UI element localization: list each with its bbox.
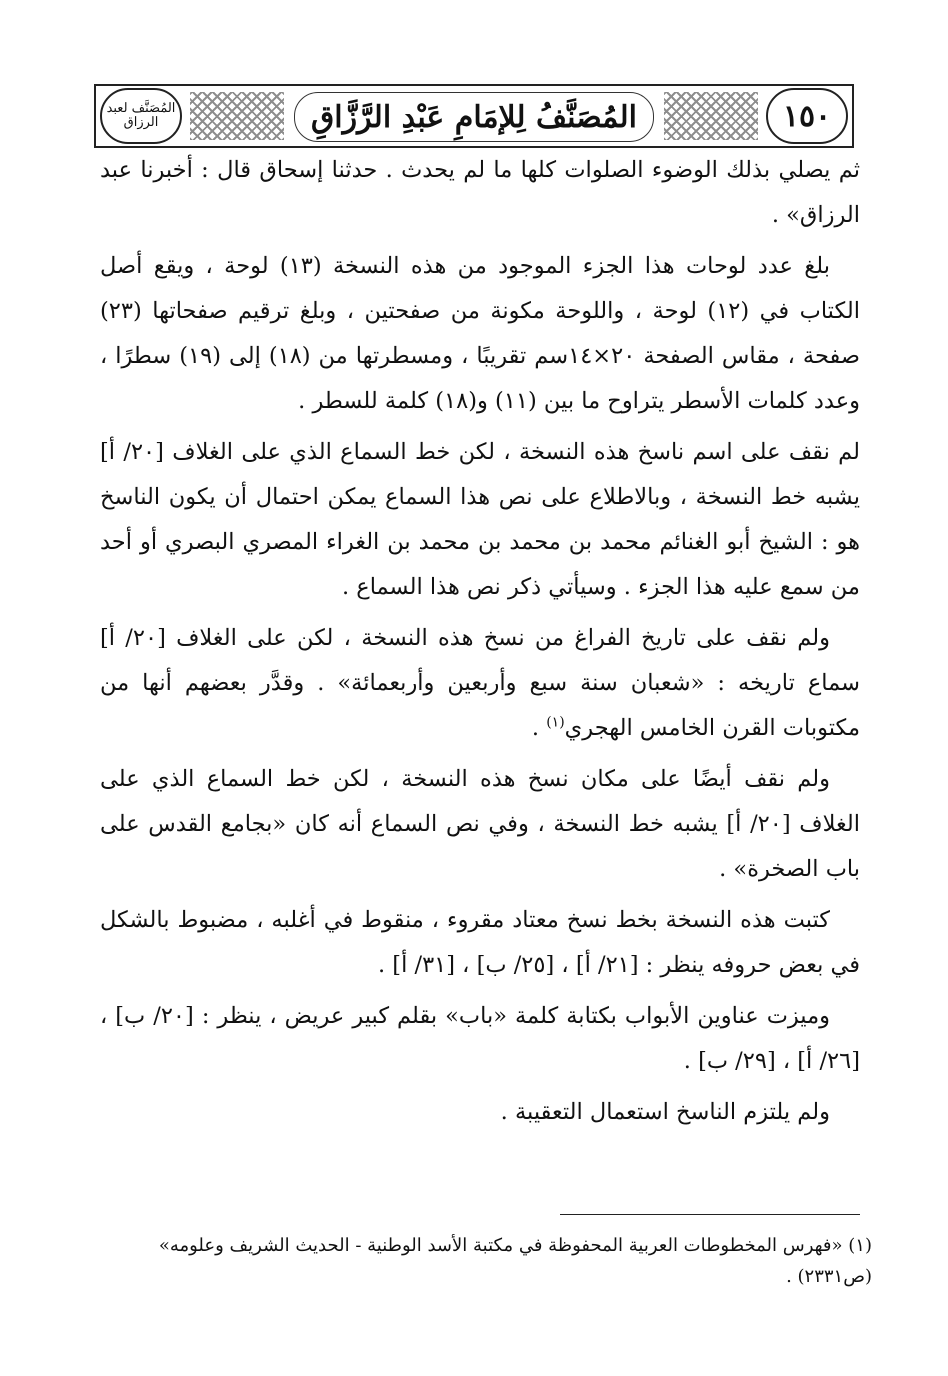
paragraph-chapter-headings	[100, 994, 860, 1084]
footnote-item: (١) «فهرس المخطوطات العربية المحفوظة في مكتبة الأسد الوطنية - الحديث الشريف وعلومه» (ص٢٣٣١) .	[158, 1235, 872, 1287]
paragraph-text: ولم نقف أيضًا على مكان نسخ هذه النسخة ، لكن خط السماع الذي على الغلاف [٢٠/ أ] يشبه خط النسخة ، وفي نص السماع أنه كان «بجامع القدس على باب الصخرة» .	[100, 766, 860, 882]
footnotes	[100, 1230, 872, 1292]
paragraph-copyist	[100, 430, 860, 610]
paragraph-folio-count	[100, 244, 860, 424]
header-ornament-left	[190, 92, 284, 140]
paragraph-catchwords	[100, 1090, 860, 1135]
paragraph-text: ولم نقف على تاريخ الفراغ من نسخ هذه النسخة ، لكن على الغلاف [٢٠/ أ] سماع تاريخه : «شعبان سنة سبع وأربعين وأربعمائة» . وقدَّر بعضهم أنها من مكتوبات القرن الخامس الهجري	[100, 625, 860, 741]
page-header	[94, 84, 854, 148]
paragraph-continuation	[100, 148, 860, 238]
paragraph-text: ولم يلتزم الناسخ استعمال التعقيبة .	[500, 1099, 830, 1125]
paragraph-script-style	[100, 898, 860, 988]
paragraph-text: لم نقف على اسم ناسخ هذه النسخة ، لكن خط السماع الذي على الغلاف [٢٠/ أ] يشبه خط النسخة ، وبالاطلاع على نص هذا السماع يمكن احتمال أن يكون الناسخ هو : الشيخ أبو الغنائم محمد بن محمد بن محمد بن الغراء المصري البصري أو أحد من سمع عليه هذا الجزء . وسيأتي ذكر نص هذا السماع .	[100, 439, 861, 600]
page-body	[100, 148, 860, 1135]
page-number: ١٥٠	[782, 98, 832, 134]
paragraph-text: كتبت هذه النسخة بخط نسخ معتاد مقروء ، منقوط في أغلبه ، مضبوط بالشكل في بعض حروفه ينظر : [٢١/ أ] ، [٢٥/ ب] ، [٣١/ أ] .	[100, 907, 860, 978]
paragraph-copy-date	[100, 616, 860, 751]
header-ornament-right	[664, 92, 758, 140]
paragraph-text: بلغ عدد لوحات هذا الجزء الموجود من هذه النسخة (١٣) لوحة ، ويقع أصل الكتاب في (١٢) لوحة ، واللوحة مكونة من صفحتين ، وبلغ ترقيم صفحاتها (٢٣) صفحة ، مقاس الصفحة ٢٠×١٤سم تقريبًا ، ومسطرتها من (١٨) إلى (١٩) سطرًا ، وعدد كلمات الأسطر يتراوح ما بين (١١) و(١٨) كلمة للسطر .	[100, 253, 860, 414]
footnote-divider	[560, 1214, 860, 1215]
paragraph-text: وميزت عناوين الأبواب بكتابة كلمة «باب» بقلم كبير عريض ، ينظر : [٢٠/ ب] ، [٢٦/ أ] ، [٢٩/ ب] .	[100, 1003, 860, 1074]
paragraph-text: ثم يصلي بذلك الوضوء الصلوات كلها ما لم يحدث . حدثنا إسحاق قال : أخبرنا عبد الرزاق» .	[100, 157, 860, 228]
paragraph-copy-place	[100, 757, 860, 892]
paragraph-tail: .	[531, 715, 547, 741]
book-logo-medallion	[100, 88, 182, 144]
running-title: المُصَنَّفُ لِلإمَامِ عَبْدِ الرَّزَّاقِ	[294, 92, 654, 142]
book-logo-icon: المُصَنَّف لعبد الرزاق	[106, 101, 176, 130]
footnote-reference[interactable]: (١)	[546, 714, 565, 731]
page-number-medallion	[766, 88, 848, 144]
